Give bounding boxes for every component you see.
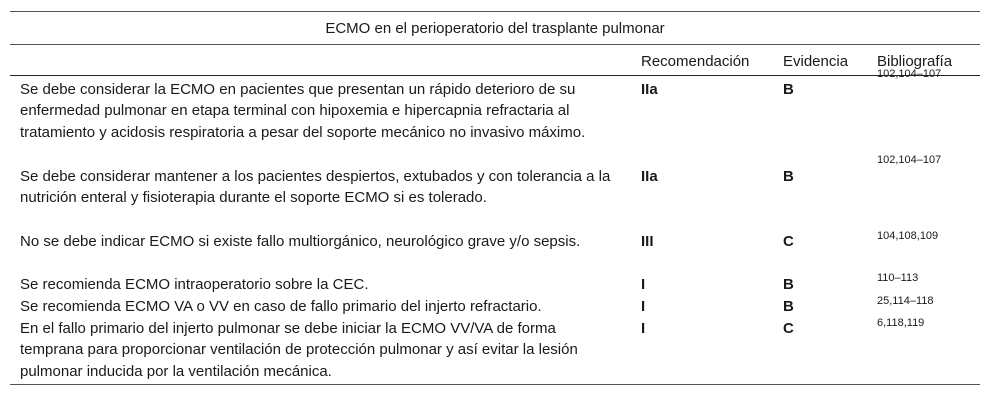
row-text: Se recomienda ECMO intraoperatorio sobre la CEC. xyxy=(20,276,369,293)
row-bibliografia: 110–113 xyxy=(877,272,919,284)
header-bibliografia: Bibliografía xyxy=(877,53,953,70)
row-evidencia: C xyxy=(783,233,794,250)
row-recomendacion: I xyxy=(641,298,646,315)
row-bibliografia: 25,114–118 xyxy=(877,295,934,307)
row-text: En el fallo primario del injerto pulmonar se debe iniciar la ECMO VV/VA de forma temprana para proporcionar ventilación de protección pulmonar y así evitar la lesión pulmonar inducida por la ventilación mecánica. xyxy=(20,320,578,380)
row-evidencia: B xyxy=(783,81,794,98)
row-evidencia: B xyxy=(783,168,794,185)
table-row xyxy=(10,231,980,274)
table-body xyxy=(10,68,980,385)
row-recomendacion: IIa xyxy=(641,81,658,98)
table-row xyxy=(10,154,980,230)
row-bibliografia: 104,108,109 xyxy=(877,230,939,242)
table-row xyxy=(10,68,980,165)
row-recomendacion: IIa xyxy=(641,168,658,185)
row-bibliografia: 6,118,119 xyxy=(877,317,925,329)
row-bibliografia: 102,104–107 xyxy=(877,68,942,80)
row-text: No se debe indicar ECMO si existe fallo multiorgánico, neurológico grave y/o sepsis. xyxy=(20,233,581,250)
row-text: Se debe considerar mantener a los pacientes despiertos, extubados y con tolerancia a la nutrición enteral y fisioterapia durante el soporte ECMO si es tolerado. xyxy=(20,168,611,207)
row-recomendacion: I xyxy=(641,320,646,337)
row-recomendacion: I xyxy=(641,276,646,293)
table-header-row xyxy=(10,45,980,76)
table-row xyxy=(10,318,980,382)
table-title-row xyxy=(10,11,980,45)
row-text: Se recomienda ECMO VA o VV en caso de fallo primario del injerto refractario. xyxy=(20,298,542,315)
table-title: ECMO en el perioperatorio del trasplante pulmonar xyxy=(325,19,665,37)
row-recomendacion: III xyxy=(641,233,654,250)
table-row xyxy=(10,296,980,318)
row-evidencia: C xyxy=(783,320,794,337)
row-evidencia: B xyxy=(783,276,794,293)
table-row xyxy=(10,274,980,296)
row-evidencia: B xyxy=(783,298,794,315)
header-recomendacion: Recomendación xyxy=(641,53,750,70)
header-evidencia: Evidencia xyxy=(783,53,849,70)
row-bibliografia: 102,104–107 xyxy=(877,154,942,166)
recommendations-table xyxy=(10,11,980,385)
row-text: Se debe considerar la ECMO en pacientes que presentan un rápido deterioro de su enfermedad pulmonar en etapa terminal con hipoxemia e hipercapnia refractaria al tratamiento y acidosis respiratoria a pesar del soporte mecánico no invasivo máximo. xyxy=(20,81,586,141)
